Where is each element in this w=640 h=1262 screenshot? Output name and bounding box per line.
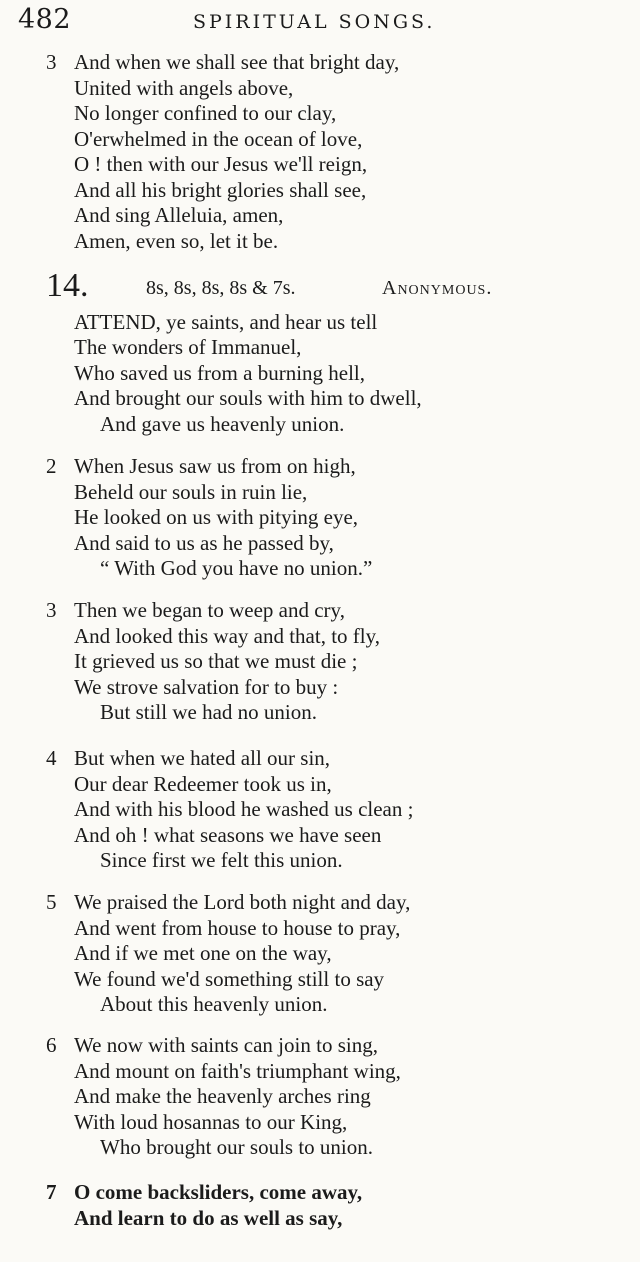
verse-number: 5	[46, 890, 57, 914]
verse-number: 4	[46, 746, 57, 770]
hymn-heading	[46, 266, 606, 306]
hymnal-page: 482 SPIRITUAL SONGS. 3 And when we shall see that bright day, United with angels above, No longer confined to our clay, O'erwhelmed in the ocean of love, O ! then with our Jesus we'll reign, And all his bright glories shall see, And sing Alleluia, amen, Amen, even so, let it be. 14. 8s, 8s, 8s, 8s & 7s. Anonymous. ATTEND, ye saints, and hear us tell The wonders of Immanuel, Who saved us from a burning hell, And brought our souls with him to dwell, And gave us heavenly union. 2 When Jesus saw us from on high, Beheld our souls in ruin lie, He looked on us with pitying eye, And said to us as he passed by, “ With God you have no union.” 3 Then we began to weep and cry, And looked this way and that, to fly, It grieved us so that we must die ; We strove salvation for to buy : But still we had no union. 4 But when we hated all our sin, Our dear Redeemer took us in, And with his blood he washed us clean ; And oh ! what seasons we have seen Since first we felt this union. 5 We praised the Lord both night and day, And went from house to house to pray, And if we met one on the way, We found we'd something still to say About this heavenly union. 6 We now with saints can join to sing, And mount on faith's triumphant wing, And make the heavenly arches ring With loud hosannas to our King, Who brought our souls to union. 7 O come backsliders, come away, And learn to do as well as say,	[0, 0, 640, 1262]
hymn-number: 14.	[46, 267, 89, 304]
hymn-author: Anonymous.	[382, 277, 493, 299]
verse-number: 2	[46, 454, 57, 478]
verse-number: 3	[46, 598, 57, 622]
page-header	[18, 2, 618, 42]
page-number: 482	[18, 4, 72, 35]
running-title: SPIRITUAL SONGS.	[193, 11, 436, 33]
verse-number: 3	[46, 50, 57, 74]
verse-number: 6	[46, 1033, 57, 1057]
hymn-meter: 8s, 8s, 8s, 8s & 7s.	[146, 277, 296, 299]
verse-number: 7	[46, 1180, 57, 1204]
